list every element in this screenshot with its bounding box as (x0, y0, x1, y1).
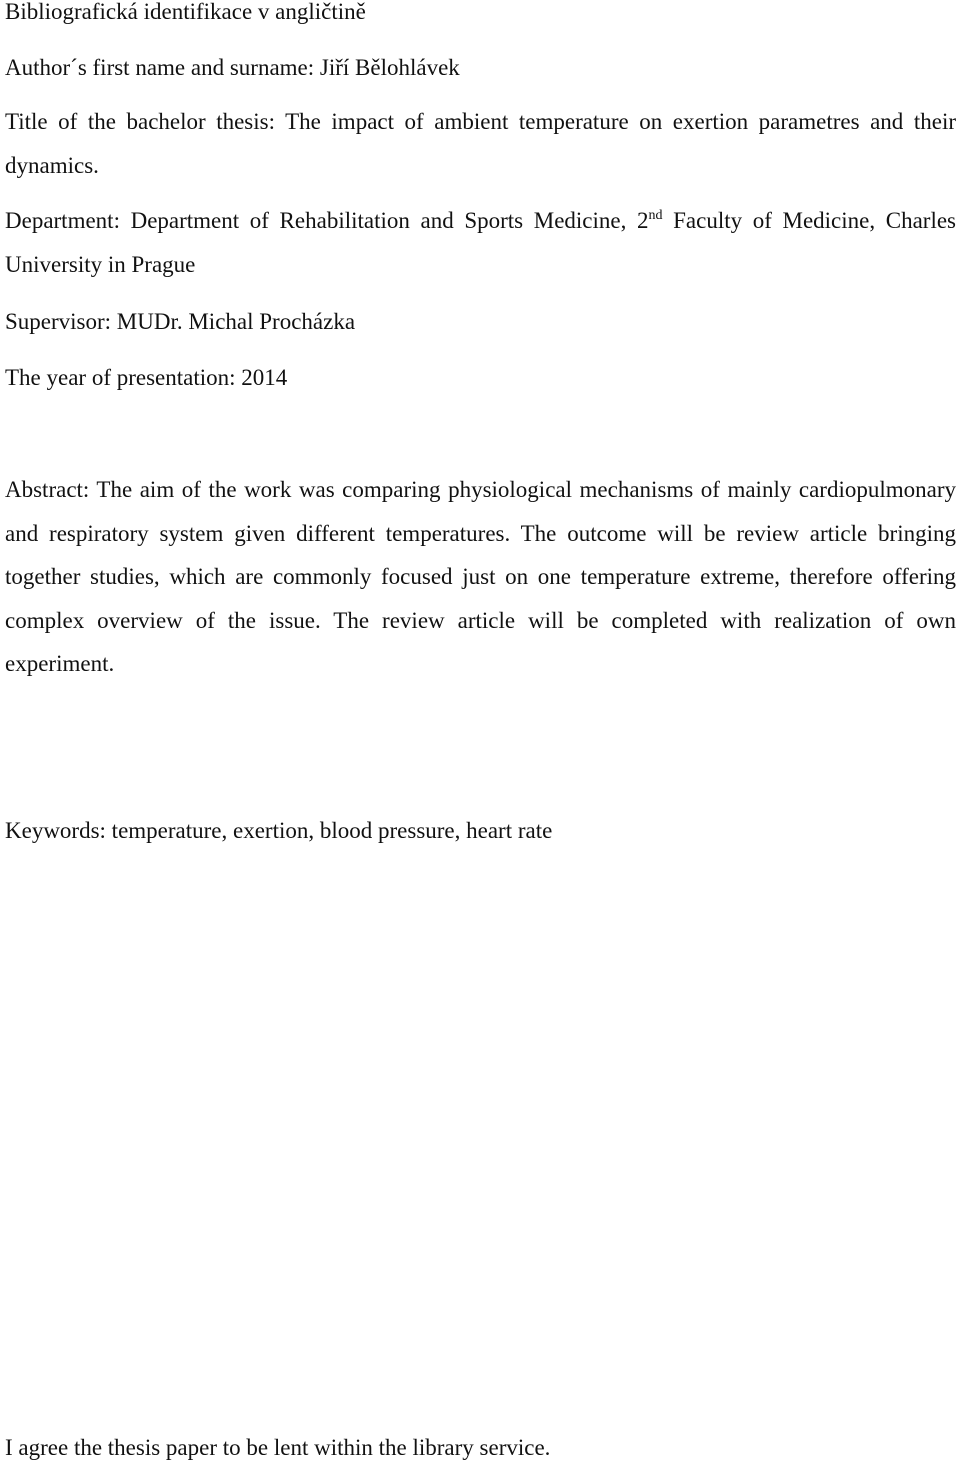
presentation-year: The year of presentation: 2014 (5, 365, 288, 390)
author-line: Author´s first name and surname: Jiří Bělohlávek (5, 55, 460, 80)
department-superscript: nd (648, 208, 663, 223)
department-line (5, 199, 956, 287)
abstract-paragraph: Abstract: The aim of the work was comparing physiological mechanisms of mainly cardiopulmonary and respiratory system given different temperatures. The outcome will be review article bringing together studies, which are commonly focused just on one temperature extreme, therefore offering complex overview of the issue. The review article will be completed with realization of own experiment. (5, 477, 956, 676)
supervisor-line: Supervisor: MUDr. Michal Procházka (5, 309, 356, 334)
thesis-title: Title of the bachelor thesis: The impact of ambient temperature on exertion parametres and their dynamics. (5, 109, 956, 178)
page-heading: Bibliografická identifikace v angličtině (5, 0, 366, 24)
library-agreement: I agree the thesis paper to be lent within the library service. (5, 1435, 551, 1460)
department-text: Department: Department of Rehabilitation and Sports Medicine, 2 (5, 208, 649, 233)
keywords-line: Keywords: temperature, exertion, blood pressure, heart rate (5, 818, 553, 843)
department-text-continued: Faculty of Medicine, Charles University in Prague (5, 208, 957, 277)
